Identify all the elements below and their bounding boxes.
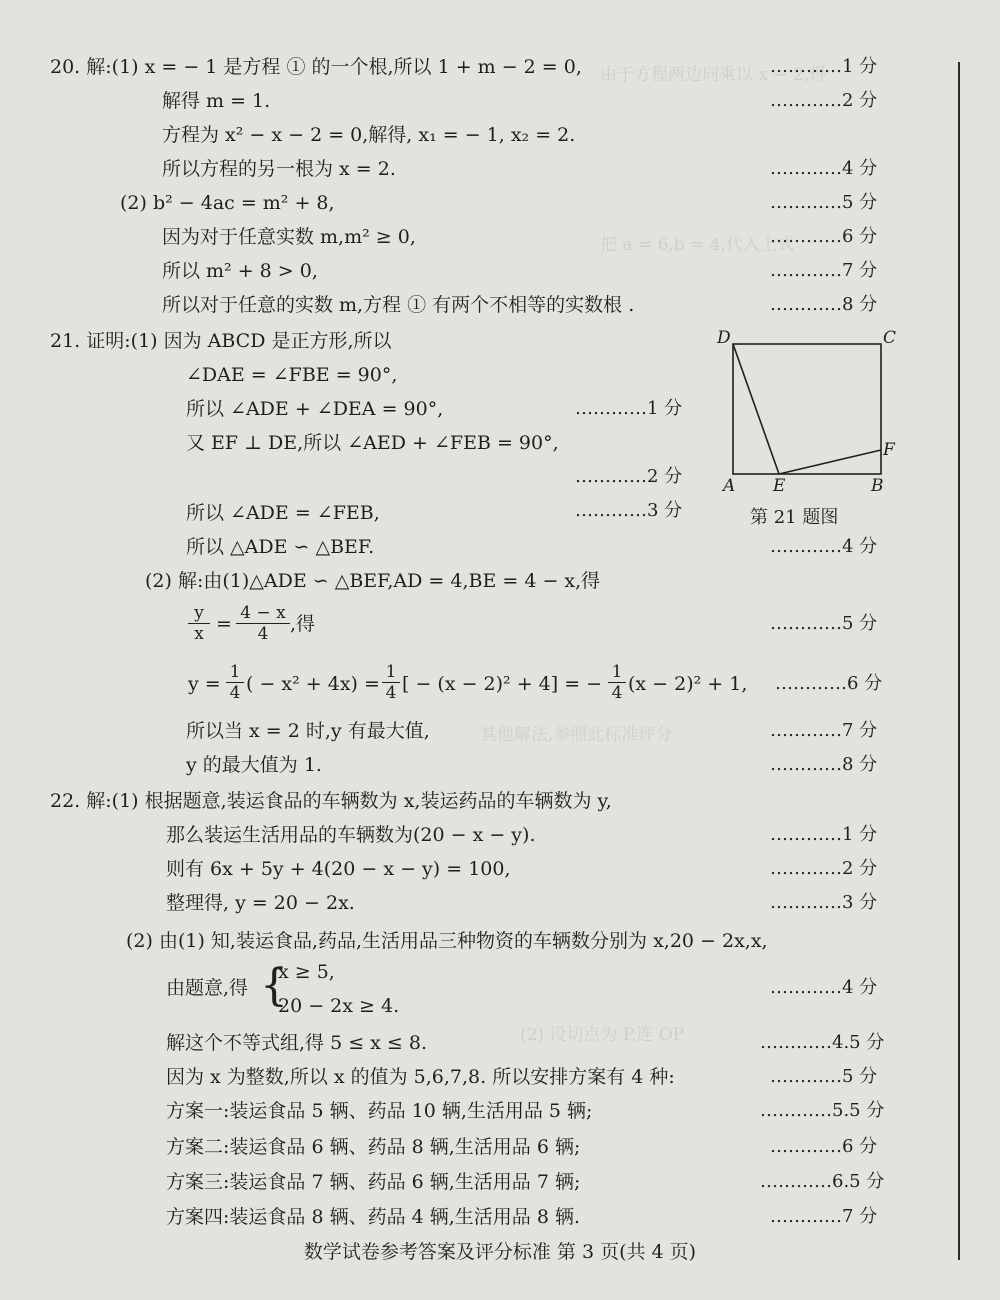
q20-line-5: (2) b² − 4ac = m² + 8, (120, 192, 335, 214)
show-through-text: 把 a = 6,b = 4,代入上式 (600, 235, 794, 255)
frac-numerator: 1 (385, 662, 397, 682)
q21-line-9-c: (x − 2)² + 1, (628, 673, 748, 695)
system-inequality-2: 20 − 2x ≥ 4. (278, 995, 400, 1017)
q20-line-6: 因为对于任意实数 m,m² ≥ 0, (162, 226, 416, 248)
q22-line-2: 那么装运生活用品的车辆数为(20 − x − y). (166, 824, 536, 846)
page-footer: 数学试卷参考答案及评分标准 第 3 页(共 4 页) (303, 1241, 697, 1263)
label-A: A (723, 476, 736, 496)
frac-numerator: 1 (611, 662, 623, 682)
system-brace: { (260, 960, 288, 1011)
q21-line-9-a: ( − x² + 4x) = (246, 673, 380, 695)
label-F: F (883, 440, 895, 460)
figure-caption: 第 21 题图 (750, 507, 839, 528)
q22-line-3: 则有 6x + 5y + 4(20 − x − y) = 100, (166, 858, 511, 880)
system-inequality-1: x ≥ 5, (278, 961, 335, 983)
q21-score-6: …………6 分 (775, 673, 883, 694)
fraction-one-quarter (608, 662, 626, 703)
q20-score-5: …………5 分 (770, 192, 878, 213)
q22-score-4-5: …………4.5 分 (760, 1032, 885, 1053)
q21-line-5: 所以 ∠ADE = ∠FEB, (186, 502, 380, 524)
q21-line-10: 所以当 x = 2 时,y 有最大值, (186, 720, 430, 742)
q20-score-7: …………7 分 (770, 260, 878, 281)
q22-score-6: …………6 分 (770, 1136, 878, 1157)
q22-line-4: 整理得, y = 20 − 2x. (166, 892, 355, 914)
q21-line-9-b: [ − (x − 2)² + 4] = − (402, 673, 603, 695)
q20-line-3: 方程为 x² − x − 2 = 0,解得, x₁ = − 1, x₂ = 2. (162, 124, 576, 146)
q21-line-6: 所以 △ADE ∽ △BEF. (186, 536, 375, 558)
q21-score-1: …………1 分 (575, 398, 683, 419)
frac-numerator: y (194, 603, 204, 623)
frac-numerator: 1 (229, 662, 241, 682)
q21-line-11: y 的最大值为 1. (186, 754, 322, 776)
show-through-text: 由于方程两边同乘以 x − 2,得 (600, 65, 827, 85)
q21-line-9-y: y = (188, 673, 221, 695)
q22-score-5-5: …………5.5 分 (760, 1100, 885, 1121)
q20-score-4: …………4 分 (770, 158, 878, 179)
q21-score-7: …………7 分 (770, 720, 878, 741)
q21-score-5: …………5 分 (770, 613, 878, 634)
equals-sign: = (216, 613, 232, 635)
square-diagram (715, 326, 905, 526)
frac-numerator: 4 − x (240, 603, 286, 623)
q21-line-8-tail: ,得 (290, 613, 316, 635)
q21-score-3: …………3 分 (575, 500, 683, 521)
q22-score-3: …………3 分 (770, 892, 878, 913)
fraction-one-quarter (382, 662, 400, 703)
show-through-text: (2) 设切点为 P,连 OP (520, 1025, 685, 1045)
margin-rule (958, 62, 960, 1260)
q22-line-5: (2) 由(1) 知,装运食品,药品,生活用品三种物资的车辆数分别为 x,20 − 2x,x, (126, 930, 768, 952)
fraction-y-over-x (188, 603, 210, 644)
label-C: C (883, 328, 897, 348)
q21-figure (715, 326, 905, 526)
q21-line-7: (2) 解:由(1)△ADE ∽ △BEF,AD = 4,BE = 4 − x,得 (145, 570, 601, 592)
q20-score-6: …………6 分 (770, 226, 878, 247)
q21-line-3: 所以 ∠ADE + ∠DEA = 90°, (186, 398, 444, 420)
frac-denominator: 4 (236, 623, 290, 644)
q20-line-7: 所以 m² + 8 > 0, (162, 260, 318, 282)
q22-score-6-5: …………6.5 分 (760, 1171, 885, 1192)
q22-line-6: 由题意,得 (166, 977, 249, 999)
frac-denominator: 4 (226, 682, 244, 703)
q20-line-1: 20. 解:(1) x = − 1 是方程 ① 的一个根,所以 1 + m − 2 = 0, (50, 56, 582, 78)
q22-score-7: …………7 分 (770, 1206, 878, 1227)
q21-score-8: …………8 分 (770, 754, 878, 775)
q21-score-2: …………2 分 (575, 466, 683, 487)
q22-line-8: 因为 x 为整数,所以 x 的值为 5,6,7,8. 所以安排方案有 4 种: (166, 1066, 675, 1088)
q21-line-1: 21. 证明:(1) 因为 ABCD 是正方形,所以 (50, 330, 392, 352)
fraction-one-quarter (226, 662, 244, 703)
frac-denominator: 4 (608, 682, 626, 703)
show-through-text: 其他解法,参照此标准评分 (480, 725, 673, 745)
q20-line-2: 解得 m = 1. (162, 90, 271, 112)
q21-line-4: 又 EF ⊥ DE,所以 ∠AED + ∠FEB = 90°, (186, 432, 559, 454)
q22-plan-3: 方案三:装运食品 7 辆、药品 6 辆,生活用品 7 辆; (166, 1171, 581, 1193)
q22-plan-4: 方案四:装运食品 8 辆、药品 4 辆,生活用品 8 辆. (166, 1206, 580, 1228)
fraction-4-minus-x-over-4 (236, 603, 290, 644)
q22-score-5: …………5 分 (770, 1066, 878, 1087)
q20-score-8: …………8 分 (770, 294, 878, 315)
q20-score-2: …………2 分 (770, 90, 878, 111)
q20-score-1: …………1 分 (770, 56, 878, 77)
q22-line-1: 22. 解:(1) 根据题意,装运食品的车辆数为 x,装运药品的车辆数为 y, (50, 790, 612, 812)
label-E: E (773, 476, 786, 496)
q20-line-4: 所以方程的另一根为 x = 2. (162, 158, 396, 180)
q20-line-8: 所以对于任意的实数 m,方程 ① 有两个不相等的实数根 . (162, 294, 635, 316)
q22-line-7: 解这个不等式组,得 5 ≤ x ≤ 8. (166, 1032, 428, 1054)
q21-score-4: …………4 分 (770, 536, 878, 557)
q22-plan-1: 方案一:装运食品 5 辆、药品 10 辆,生活用品 5 辆; (166, 1100, 593, 1122)
q22-score-2: …………2 分 (770, 858, 878, 879)
frac-denominator: x (188, 623, 210, 644)
label-B: B (871, 476, 884, 496)
frac-denominator: 4 (382, 682, 400, 703)
label-D: D (717, 328, 731, 348)
q22-score-4: …………4 分 (770, 977, 878, 998)
q22-plan-2: 方案二:装运食品 6 辆、药品 8 辆,生活用品 6 辆; (166, 1136, 581, 1158)
q22-score-1: …………1 分 (770, 824, 878, 845)
q21-line-2: ∠DAE = ∠FBE = 90°, (186, 364, 398, 386)
